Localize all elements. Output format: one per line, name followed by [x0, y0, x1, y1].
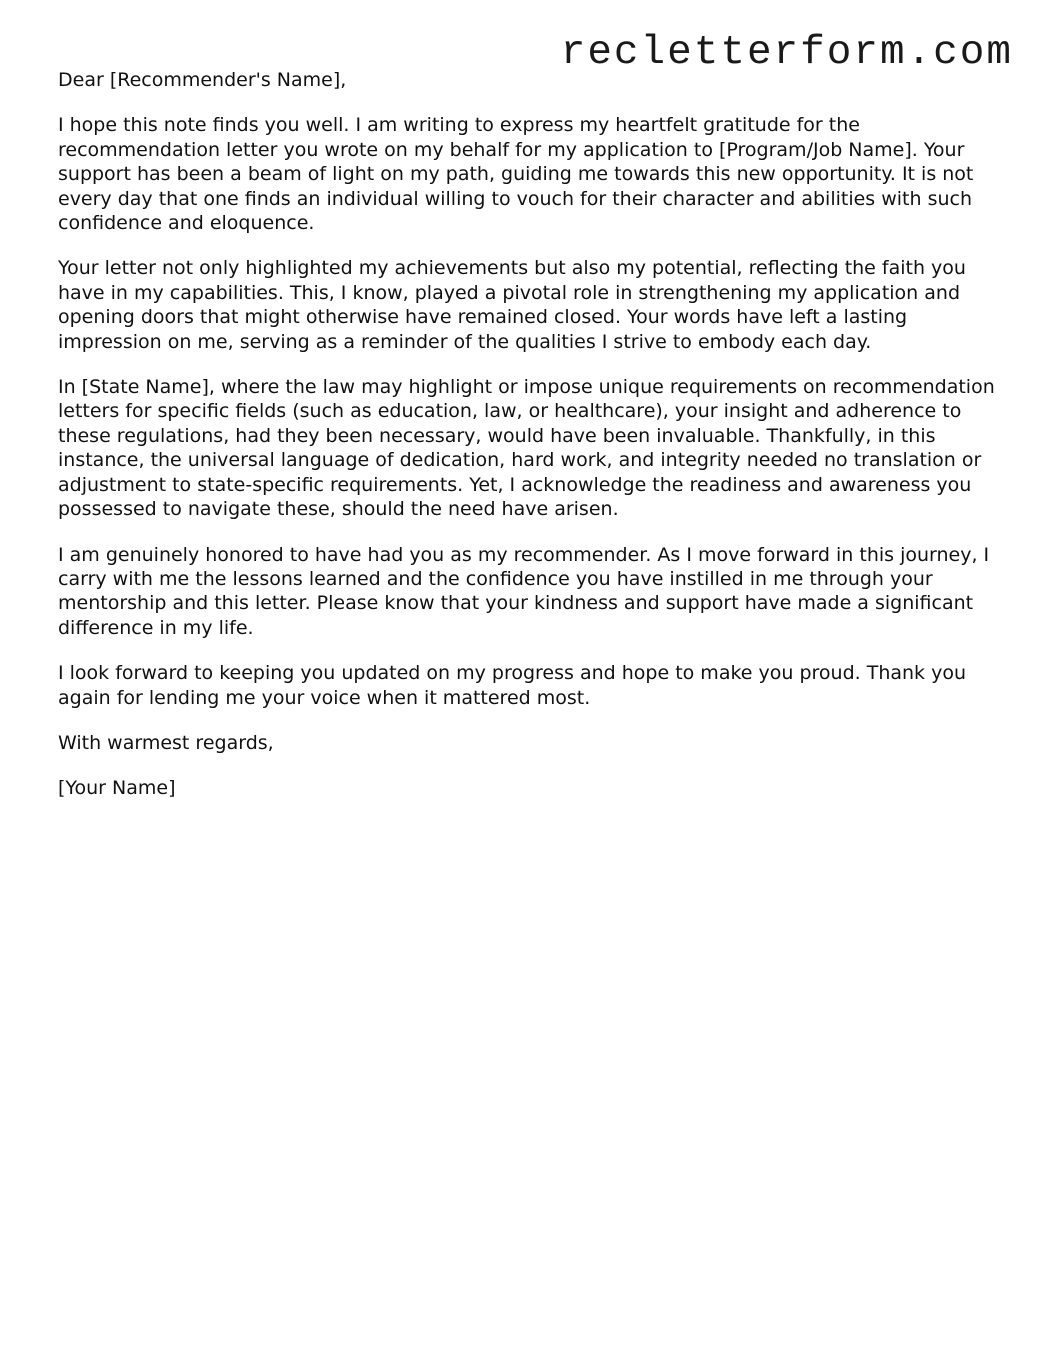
- salutation: Dear [Recommender's Name],: [58, 69, 347, 91]
- site-watermark: recletterform.com: [560, 30, 1013, 76]
- closing: With warmest regards,: [58, 731, 274, 754]
- signature: [Your Name]: [58, 777, 176, 800]
- paragraph-honor: I am genuinely honored to have had you as my recommender. As I move forward in this journey, I carry with me the lessons learned and the confidence you have instilled in me through your mentorship and this letter. Please know that your kindness and support have made a significant difference in my life.: [58, 543, 990, 639]
- paragraph-impact: Your letter not only highlighted my achievements but also my potential, reflecting the faith you have in my capabilities. This, I know, played a pivotal role in strengthening my application and opening doors that might otherwise have remained closed. Your words have left a lasting impression on me, serving as a reminder of the qualities I strive to embody each day.: [58, 257, 966, 353]
- letter-body: [58, 68, 998, 822]
- paragraph-state-requirements: In [State Name], where the law may highlight or impose unique requirements on recommendation letters for specific fields (such as education, law, or healthcare), your insight and adherence to these regulations, had they been necessary, would have been invaluable. Thankfully, in this instance, the universal language of dedication, hard work, and integrity needed no translation or adjustment to state-specific requirements. Yet, I acknowledge the readiness and awareness you possessed to navigate these, should the need have arisen.: [58, 376, 995, 521]
- paragraph-gratitude: I hope this note finds you well. I am writing to express my heartfelt gratitude for the recommendation letter you wrote on my behalf for my application to [Program/Job Name]. Your support has been a beam of light on my path, guiding me towards this new opportunity. It is not every day that one finds an individual willing to vouch for their character and abilities with such confidence and eloquence.: [58, 114, 974, 235]
- paragraph-looking-forward: I look forward to keeping you updated on my progress and hope to make you proud. Thank you again for lending me your voice when it mattered most.: [58, 662, 967, 709]
